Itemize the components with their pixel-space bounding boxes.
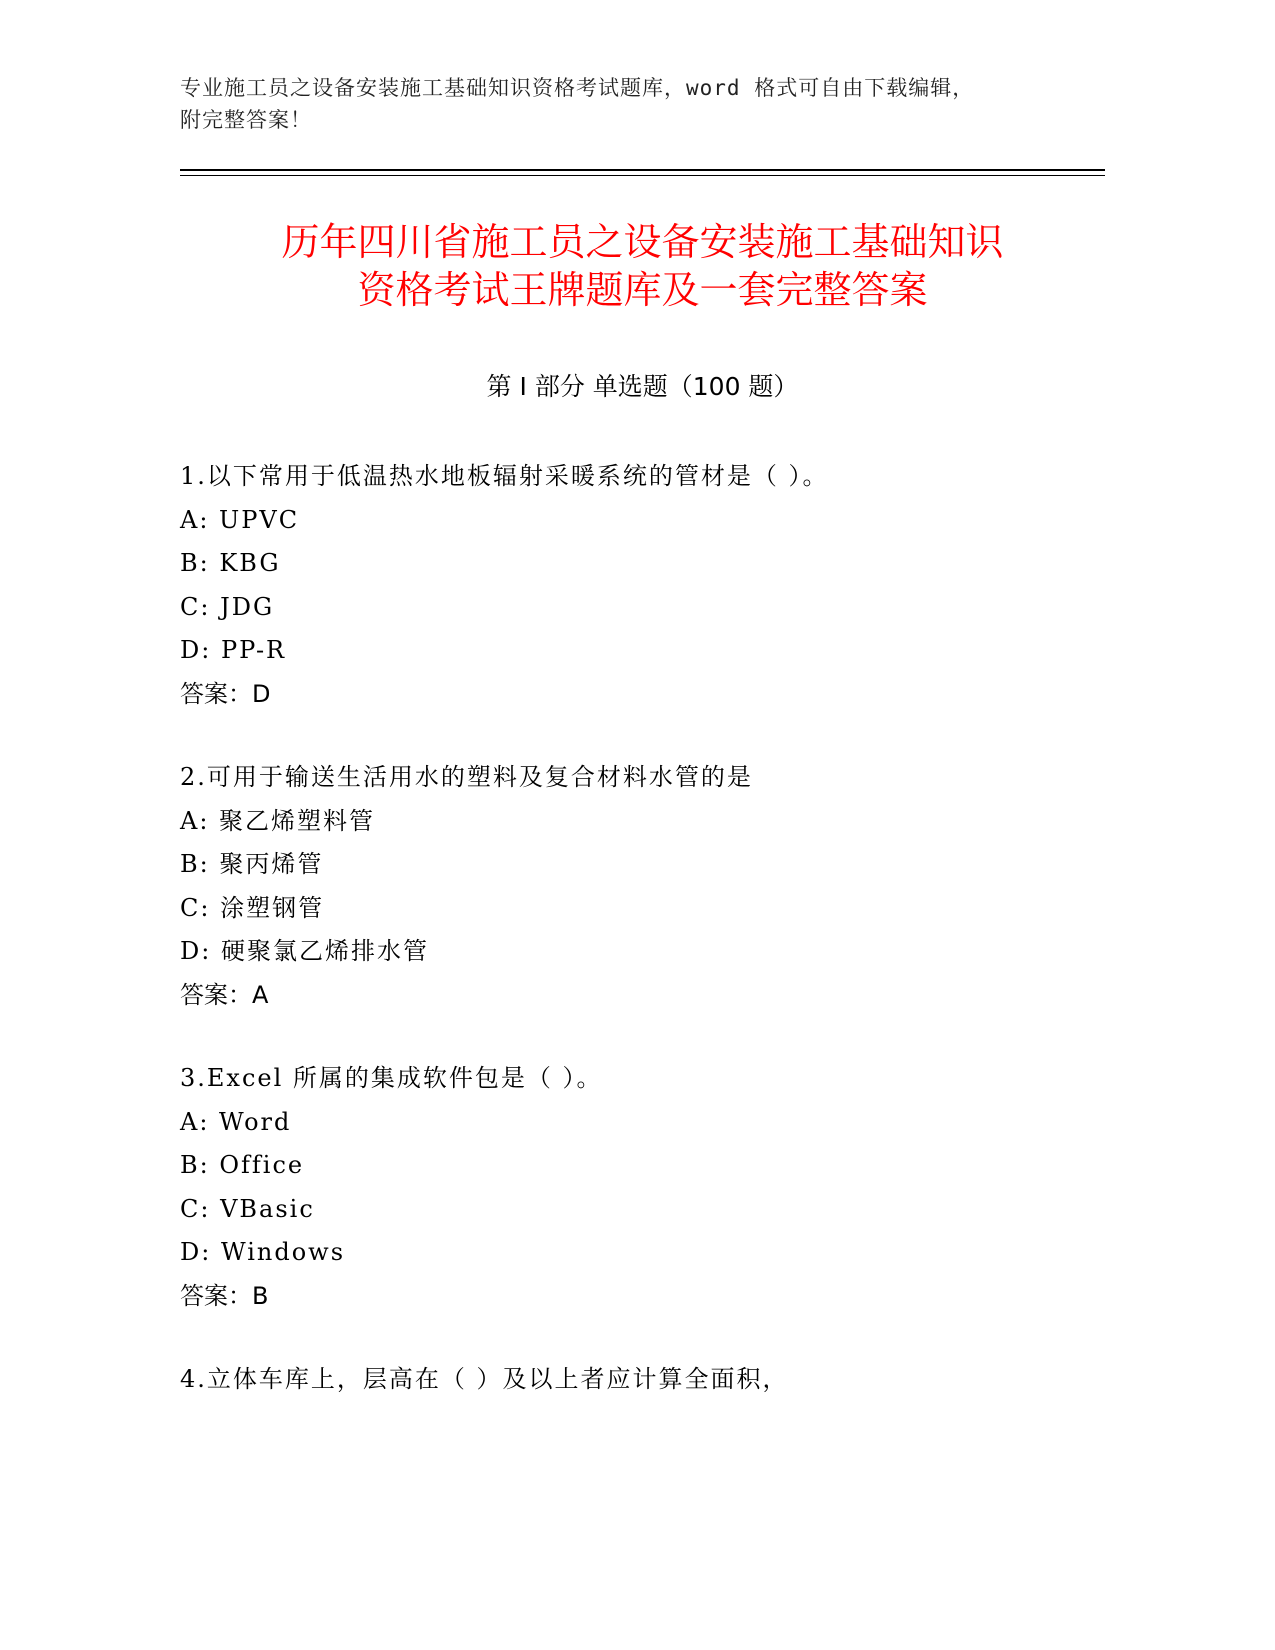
question-stem: 4.立体车库上，层高在（ ）及以上者应计算全面积， bbox=[180, 1365, 789, 1393]
question-2 bbox=[180, 756, 1105, 1017]
question-1 bbox=[180, 455, 1105, 716]
option-d: D: 硬聚氯乙烯排水管 bbox=[180, 937, 429, 965]
document-title-line-2: 资格考试王牌题库及一套完整答案 bbox=[357, 268, 928, 312]
question-4 bbox=[180, 1358, 1105, 1402]
header-note-line-2: 附完整答案！ bbox=[180, 108, 312, 132]
question-list bbox=[180, 455, 1105, 1442]
option-d: D: PP-R bbox=[180, 636, 287, 664]
option-b: B: 聚丙烯管 bbox=[180, 850, 324, 878]
answer-label: 答案：A bbox=[180, 980, 269, 1009]
option-b: B: Office bbox=[180, 1151, 305, 1179]
option-a: A: UPVC bbox=[180, 505, 300, 534]
answer-label: 答案：B bbox=[180, 1281, 269, 1310]
question-stem: 1.以下常用于低温热水地板辐射采暖系统的管材是（ ）。 bbox=[180, 462, 829, 490]
header-divider-thin bbox=[180, 175, 1105, 176]
question-3 bbox=[180, 1057, 1105, 1318]
question-stem: 2.可用于输送生活用水的塑料及复合材料水管的是 bbox=[180, 763, 753, 791]
option-c: C: 涂塑钢管 bbox=[180, 893, 325, 922]
option-c: C: JDG bbox=[180, 592, 275, 621]
section-heading: 第 I 部分 单选题（100 题） bbox=[486, 372, 799, 401]
option-d: D: Windows bbox=[180, 1238, 346, 1266]
option-b: B: KBG bbox=[180, 549, 281, 577]
option-a: A: 聚乙烯塑料管 bbox=[180, 806, 376, 835]
document-title-line-1: 历年四川省施工员之设备安装施工基础知识 bbox=[281, 220, 1004, 264]
header-divider-thick bbox=[180, 169, 1105, 171]
option-c: C: VBasic bbox=[180, 1194, 315, 1223]
document-header-note bbox=[180, 72, 1060, 136]
answer-label: 答案：D bbox=[180, 679, 271, 708]
document-title bbox=[180, 218, 1105, 314]
option-a: A: Word bbox=[180, 1107, 292, 1136]
question-stem: 3.Excel 所属的集成软件包是（ ）。 bbox=[180, 1064, 603, 1092]
header-note-line-1: 专业施工员之设备安装施工基础知识资格考试题库，word 格式可自由下载编辑， bbox=[180, 76, 975, 100]
